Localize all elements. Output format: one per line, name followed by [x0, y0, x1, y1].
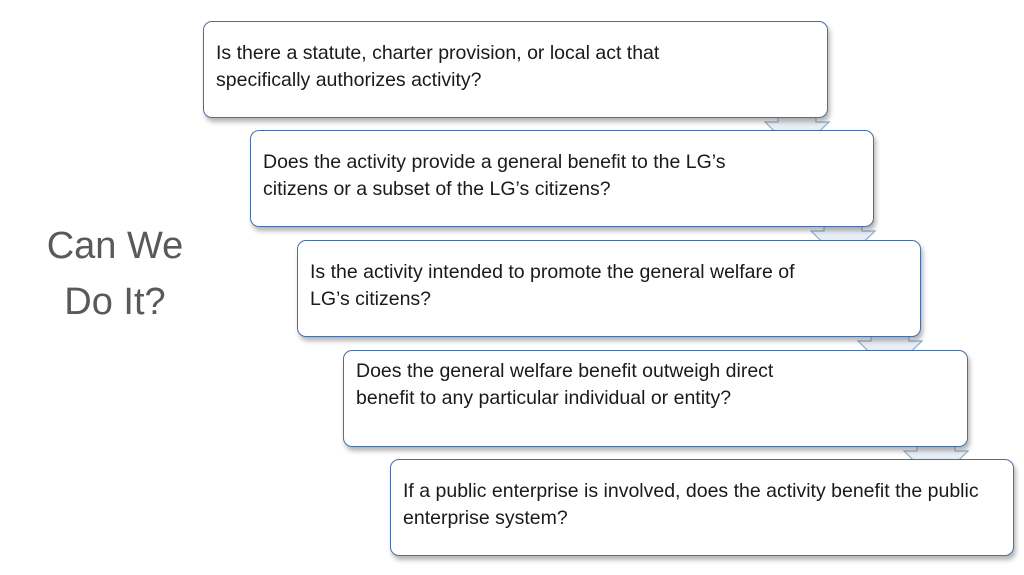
process-step-text: Is the activity intended to promote the general welfare of LG’s citizens? [310, 261, 795, 310]
process-step-text: Is there a statute, charter provision, or local act that specifically authorizes activity? [216, 42, 660, 91]
process-step-text: Does the general welfare benefit outweigh direct benefit to any particular individual or entity? [356, 360, 774, 409]
process-step-2 [250, 130, 874, 227]
process-step-3 [297, 240, 921, 337]
process-step-text: If a public enterprise is involved, does the activity benefit the public enterprise system? [403, 480, 979, 529]
slide-title-line-2: Do It? [64, 281, 166, 323]
process-step-4 [343, 350, 968, 447]
slide-title-line-1: Can We [46, 225, 184, 267]
process-step-text: Does the activity provide a general benefit to the LG’s citizens or a subset of the LG’s citizens? [263, 151, 726, 200]
process-step-1 [203, 21, 828, 118]
process-step-5 [390, 459, 1014, 556]
slide-title [20, 218, 210, 330]
